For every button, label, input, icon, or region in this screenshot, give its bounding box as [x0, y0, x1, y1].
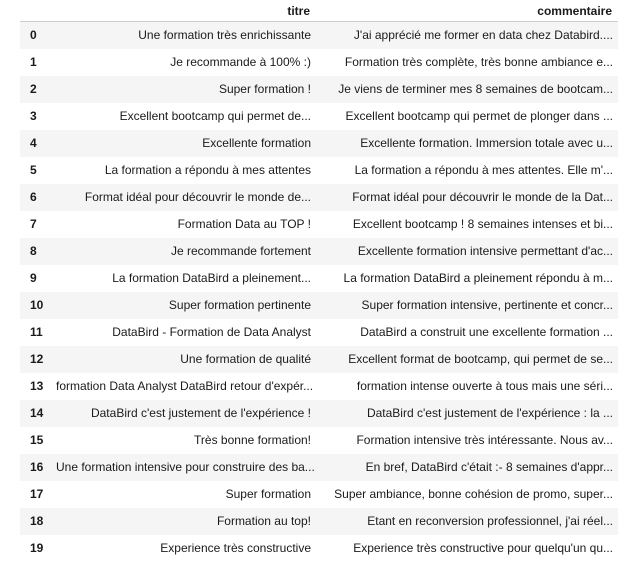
row-index: 12 — [30, 352, 44, 366]
index-column-header — [20, 0, 52, 22]
titre-column-header: titre — [52, 0, 316, 22]
header-row — [20, 0, 618, 22]
row-index: 3 — [30, 109, 37, 123]
row-index: 14 — [30, 406, 44, 420]
table-row — [20, 130, 618, 157]
commentaire-cell: Formation très complète, très bonne ambiance e... — [344, 55, 613, 69]
titre-cell: Formation au top! — [216, 514, 311, 528]
titre-cell: Je recommande fortement — [170, 244, 311, 258]
titre-cell: Format idéal pour découvrir le monde de... — [84, 190, 311, 204]
commentaire-cell: Excellente formation. Immersion totale avec u... — [360, 136, 613, 150]
titre-cell: Super formation — [225, 487, 311, 501]
commentaire-cell: Excellente formation intensive permettant d'ac... — [357, 244, 613, 258]
titre-cell: Je recommande à 100% :) — [170, 55, 311, 69]
titre-cell: Très bonne formation! — [194, 433, 311, 447]
commentaire-cell: Format idéal pour découvrir le monde de la Dat... — [352, 190, 613, 204]
row-index: 9 — [30, 271, 37, 285]
commentaire-cell: Excellent bootcamp qui permet de plonger dans ... — [345, 109, 613, 123]
table-row — [20, 535, 618, 562]
commentaire-cell: DataBird a construit une excellente formation ... — [360, 325, 613, 339]
table-header — [20, 0, 618, 22]
row-index: 10 — [30, 298, 44, 312]
table-row — [20, 238, 618, 265]
table-row — [20, 103, 618, 130]
titre-cell: DataBird - Formation de Data Analyst — [112, 325, 311, 339]
row-index: 17 — [30, 487, 44, 501]
table-row — [20, 22, 618, 49]
dataframe-table — [20, 0, 618, 562]
row-index: 1 — [30, 55, 37, 69]
row-index: 19 — [30, 541, 44, 555]
titre-cell: La formation a répondu à mes attentes — [104, 163, 311, 177]
titre-cell: Excellente formation — [202, 136, 311, 150]
commentaire-cell: La formation a répondu à mes attentes. Elle m'... — [354, 163, 613, 177]
commentaire-cell: En bref, DataBird c'était :- 8 semaines d'appr... — [365, 460, 613, 474]
titre-cell: Formation Data au TOP ! — [177, 217, 311, 231]
titre-cell: Experience très constructive — [160, 541, 311, 555]
titre-cell: Une formation très enrichissante — [138, 28, 311, 43]
table-row — [20, 346, 618, 373]
table-row — [20, 373, 618, 400]
table-row — [20, 265, 618, 292]
table-row — [20, 184, 618, 211]
commentaire-cell: La formation DataBird a pleinement répondu à m... — [343, 271, 613, 285]
titre-cell: La formation DataBird a pleinement... — [112, 271, 311, 285]
titre-cell: Excellent bootcamp qui permet de... — [119, 109, 311, 123]
commentaire-column-header: commentaire — [316, 0, 618, 22]
commentaire-cell: Je viens de terminer mes 8 semaines de bootcam... — [338, 82, 613, 96]
commentaire-cell: Formation intensive très intéressante. Nous av... — [356, 433, 613, 447]
table-row — [20, 157, 618, 184]
titre-cell: DataBird c'est justement de l'expérience ! — [90, 406, 311, 420]
table-row — [20, 319, 618, 346]
table-row — [20, 400, 618, 427]
table-row — [20, 508, 618, 535]
commentaire-cell: J'ai apprécié me former en data chez Databird.... — [353, 28, 613, 43]
row-index: 7 — [30, 217, 37, 231]
titre-cell: Une formation de qualité — [180, 352, 311, 366]
row-index: 2 — [30, 82, 37, 96]
row-index: 18 — [30, 514, 44, 528]
commentaire-cell: Etant en reconversion professionnel, j'ai réel... — [367, 514, 613, 528]
table-row — [20, 481, 618, 508]
row-index: 6 — [30, 190, 37, 204]
table-row — [20, 454, 618, 481]
table-body — [20, 22, 618, 562]
table-row — [20, 49, 618, 76]
commentaire-cell: Excellent bootcamp ! 8 semaines intenses et bi... — [352, 217, 613, 231]
commentaire-cell: DataBird c'est justement de l'expérience : la ... — [366, 406, 613, 420]
row-index: 8 — [30, 244, 37, 258]
titre-cell: formation Data Analyst DataBird retour d'expér... — [56, 379, 314, 393]
titre-cell: Une formation intensive pour construire des ba... — [56, 460, 315, 474]
table-row — [20, 292, 618, 319]
titre-cell: Super formation pertinente — [168, 298, 311, 312]
row-index: 15 — [30, 433, 44, 447]
row-index: 13 — [30, 379, 44, 393]
row-index: 0 — [30, 28, 37, 43]
row-index: 5 — [30, 163, 37, 177]
row-index: 16 — [30, 460, 44, 474]
table-row — [20, 211, 618, 238]
commentaire-cell: Experience très constructive pour quelqu'un qu... — [353, 541, 613, 555]
titre-cell: Super formation ! — [218, 82, 311, 96]
commentaire-cell: formation intense ouverte à tous mais une séri... — [356, 379, 613, 393]
row-index: 11 — [30, 325, 43, 339]
commentaire-cell: Super formation intensive, pertinente et concr... — [361, 298, 613, 312]
row-index: 4 — [30, 136, 37, 150]
table-row — [20, 427, 618, 454]
commentaire-cell: Super ambiance, bonne cohésion de promo, super... — [334, 487, 613, 501]
commentaire-cell: Excellent format de bootcamp, qui permet de se... — [348, 352, 613, 366]
table-row — [20, 76, 618, 103]
